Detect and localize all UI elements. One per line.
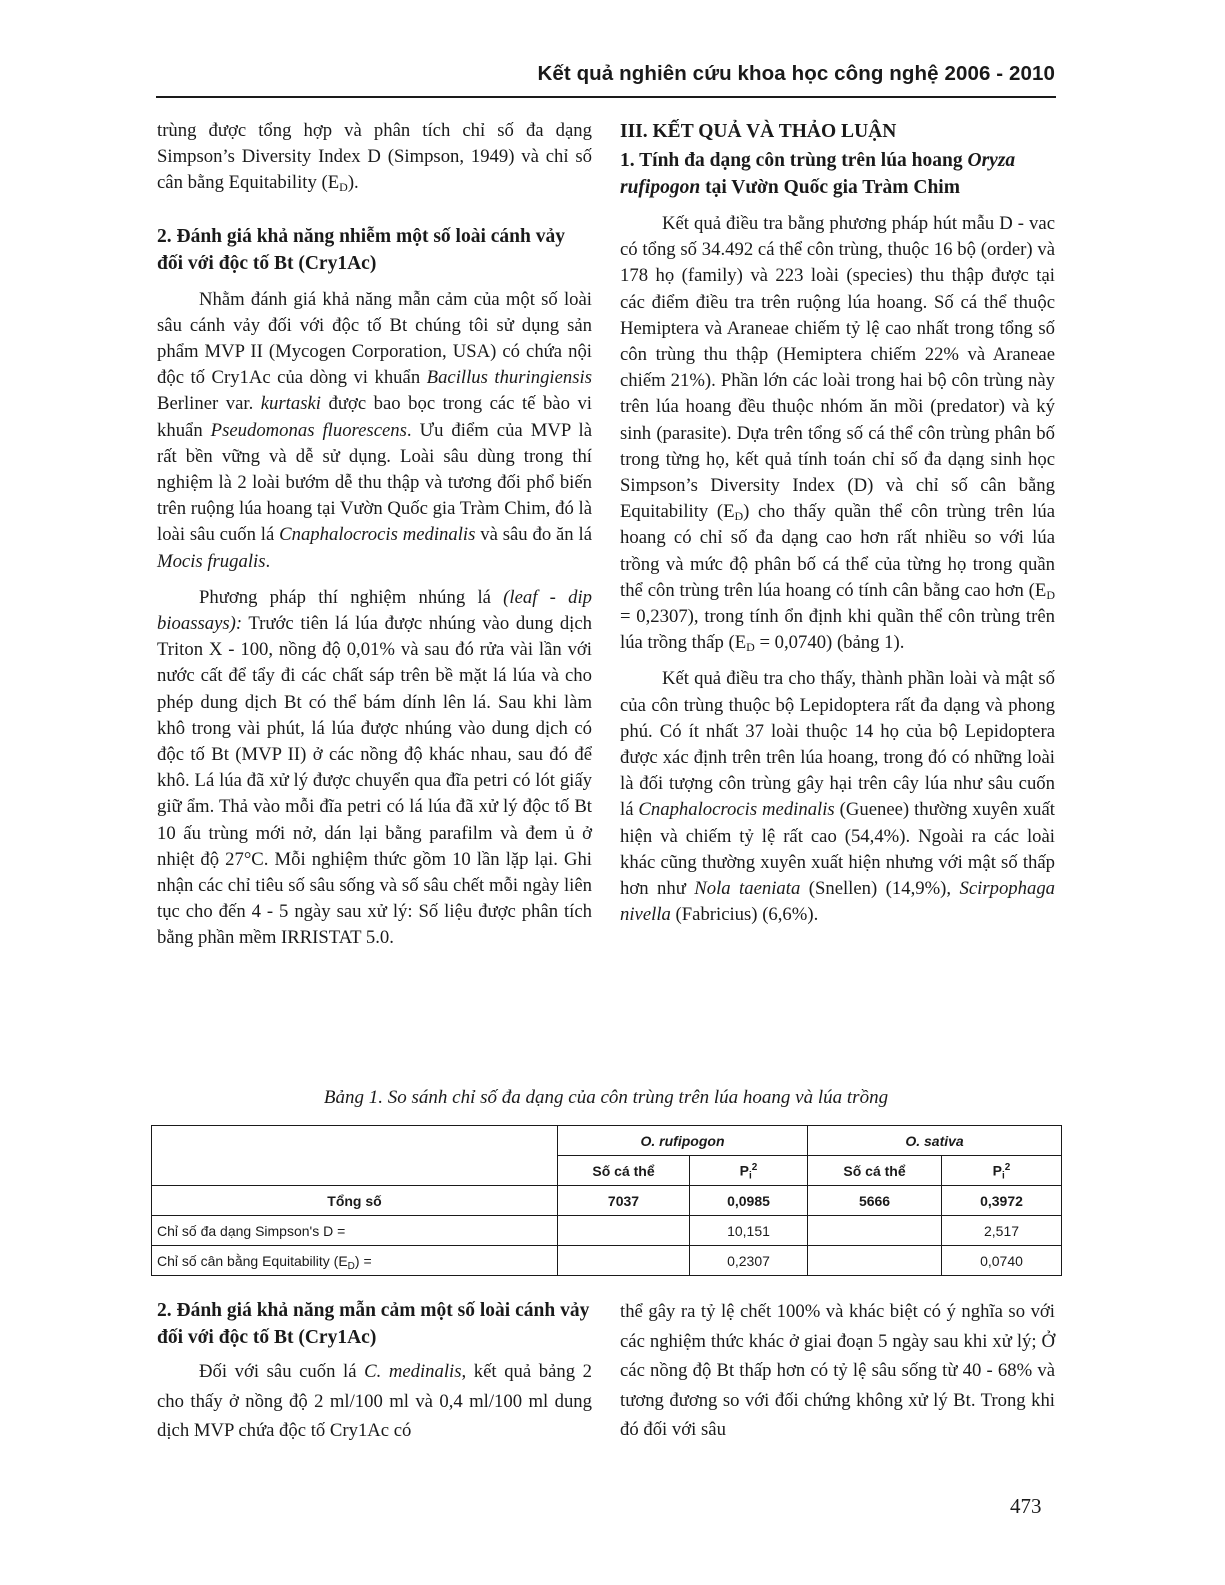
subheader-pi2: $P_i^2$	[942, 1156, 1062, 1186]
header-rufipogon: O. rufipogon	[558, 1126, 808, 1156]
table-cell: 0,0740	[942, 1246, 1062, 1276]
table-row	[152, 1216, 1062, 1246]
left-column-top	[157, 118, 592, 952]
table-cell: 0,3972	[942, 1186, 1062, 1216]
page-number: 473	[1010, 1494, 1042, 1518]
section-heading-bt-infection: 2. Đánh giá khả năng nhiễm một số loài cánh vảy đối với độc tố Bt (Cry1Ac)	[157, 225, 565, 274]
table-row	[152, 1186, 1062, 1216]
diversity-table	[151, 1125, 1062, 1276]
paragraph-medinalis-result: Đối với sâu cuốn lá C. medinalis, kết quả bảng 2 cho thấy ở nồng độ 2 ml/100 ml và 0,4 ml/100 ml dung dịch MVP chứa độc tố Cry1Ac có	[157, 1361, 593, 1441]
table-caption: Bảng 1. So sánh chỉ số đa dạng của côn trùng trên lúa hoang và lúa trồng	[323, 1087, 889, 1108]
subheader-count: Số cá thể	[808, 1156, 942, 1186]
paragraph-leaf-dip-method: Phương pháp thí nghiệm nhúng lá (leaf - dip bioassays): Trước tiên lá lúa được nhúng vào dung dịch Triton X - 100, nồng độ 0,01% và sau đó rửa vài lần với nước cất để tẩy đi các chất sáp trên bề mặt lá lúa và cho phép dung dịch Bt có thể bám dính lên lá. Sau khi làm khô trong vài phút, lá lúa được nhúng vào dung dịch có độc tố Bt (MVP II) ở các nồng độ khác nhau, sau đó để khô. Lá lúa đã xử lý được chuyển qua đĩa petri có lót giấy giữ ẩm. Thả vào mỗi đĩa petri có lá lúa đã xử lý độc tố Bt 10 ấu trùng mới nở, dán lại bằng parafilm và đem ủ ở nhiệt độ 27°C. Mỗi nghiệm thức gồm 10 lần lặp lại. Ghi nhận các chỉ tiêu số sâu sống và số sâu chết mỗi ngày liên tục cho đến 4 - 5 ngày sau xử lý: Số liệu được phân tích bằng phần mềm IRRISTAT 5.0.	[157, 586, 592, 949]
table-cell	[558, 1216, 690, 1246]
subheader-pi2: $P_i^2$	[690, 1156, 808, 1186]
table-cell	[808, 1216, 942, 1246]
subheader-count: Số cá thể	[558, 1156, 690, 1186]
paragraph-mortality-continued: thể gây ra tỷ lệ chết 100% và khác biệt có ý nghĩa so với các nghiệm thức khác ở giai đoạn 5 ngày sau khi xử lý; Ở các nồng độ Bt thấp hơn có tỷ lệ sâu sống từ 40 - 68% và tương đương so với đối chứng không xử lý Bt. Trong khi đó đối với sâu	[620, 1301, 1055, 1440]
header-rule	[156, 96, 1056, 98]
running-header: Kết quả nghiên cứu khoa học công nghệ 2006 - 2010	[537, 62, 1055, 85]
paragraph-dvac-results: Kết quả điều tra bằng phương pháp hút mẫu D - vac có tổng số 34.492 cá thể côn trùng, thuộc 16 bộ (order) và 178 họ (family) và 223 loài (species) thu thập được tại các điểm điều tra trên ruộng lúa hoang. Số cá thể thuộc Hemiptera và Araneae chiếm tỷ lệ cao nhất trong tổng số côn trùng thu thập (Hemiptera chiếm 22% và Araneae chiếm 21%). Phần lớn các loài trong hai bộ côn trùng này trên lúa hoang đều thuộc nhóm ăn mồi (predator) và ký sinh (parasite). Dựa trên tổng số cá thể côn trùng phân bố trong từng họ, kết quả tính toán chỉ số đa dạng sinh học Simpson’s Diversity Index (D) và chỉ số cân bằng Equitability $(E_D)$ cho thấy quần thể côn trùng trên lúa hoang có chỉ số đa dạng cao hơn rất nhiều so với lúa trồng và mức độ phân bố cá thể của từng họ trong quần thể côn trùng trên lúa hoang có tính cân bằng cao hơn $(E_D = 0,2307)$, trong tính ổn định khi quần thể côn trùng trên lúa trồng thấp $(E_D = 0,0740)$ (bảng 1).	[620, 213, 1055, 655]
header-sativa: O. sativa	[808, 1126, 1062, 1156]
paragraph-methods-end: trùng được tổng hợp và phân tích chỉ số đa dạng Simpson’s Diversity Index D (Simpson, 1949) và chỉ số cân bằng Equitability $(E_D)$.	[157, 120, 592, 195]
left-column-bottom	[157, 1297, 592, 1446]
table-header-row	[152, 1126, 1062, 1156]
table-cell: 0,2307	[690, 1246, 808, 1276]
row-label: Tổng số	[152, 1186, 558, 1216]
section-heading-results: III. KẾT QUẢ VÀ THẢO LUẬN	[620, 121, 897, 142]
row-label: Chỉ số đa dạng Simpson's D =	[152, 1216, 558, 1246]
paragraph-lepidoptera: Kết quả điều tra cho thấy, thành phần loài và mật số của côn trùng thuộc bộ Lepidoptera rất đa dạng và phong phú. Có ít nhất 37 loài thuộc 14 họ của bộ Lepidoptera được xác định trên trên lúa hoang, trong đó có những loài là đối tượng côn trùng gây hại trên cây lúa như sâu cuốn lá Cnaphalocrocis medinalis (Guenee) thường xuyên xuất hiện và chiếm tỷ lệ rất cao (54,4%). Ngoài ra các loài khác cũng thường xuyên xuất hiện nhưng với mật số thấp hơn như Nola taeniata (Snellen) (14,9%), Scirpophaga nivella (Fabricius) (6,6%).	[620, 668, 1056, 926]
right-column-top	[620, 118, 1055, 928]
table-cell: 5666	[808, 1186, 942, 1216]
section-heading-bt-susceptibility: 2. Đánh giá khả năng mẫn cảm một số loài cánh vảy đối với độc tố Bt (Cry1Ac)	[157, 1300, 590, 1348]
table-corner-cell	[152, 1126, 558, 1186]
table-cell: 2,517	[942, 1216, 1062, 1246]
row-label: Chỉ số cân bằng Equitability $(E_D)$ =	[152, 1246, 558, 1276]
table-cell: 0,0985	[690, 1186, 808, 1216]
section-heading-insect-diversity: 1. Tính đa dạng côn trùng trên lúa hoang Oryza rufipogon tại Vườn Quốc gia Tràm Chim	[620, 150, 1016, 198]
table-cell	[558, 1246, 690, 1276]
table-row	[152, 1246, 1062, 1276]
paragraph-mvp-product: Nhằm đánh giá khả năng mẫn cảm của một số loài sâu cánh vảy đối với độc tố Bt chúng tôi sử dụng sản phẩm MVP II (Mycogen Corporation, USA) có chứa nội độc tố Cry1Ac của dòng vi khuẩn Bacillus thuringiensis Berliner var. kurtaski được bao bọc trong các tế bào vi khuẩn Pseudomonas fluorescens. Ưu điểm của MVP là rất bền vững và dễ sử dụng. Loài sâu dùng trong thí nghiệm là 2 loài bướm dễ thu thập và tương đối phổ biến trên ruộng lúa hoang tại Vườn Quốc gia Tràm Chim, đó là loài sâu cuốn lá Cnaphalocrocis medinalis và sâu đo ăn lá Mocis frugalis.	[157, 288, 592, 572]
right-column-bottom	[620, 1297, 1055, 1445]
table-cell: 7037	[558, 1186, 690, 1216]
table-cell: 10,151	[690, 1216, 808, 1246]
table-cell	[808, 1246, 942, 1276]
